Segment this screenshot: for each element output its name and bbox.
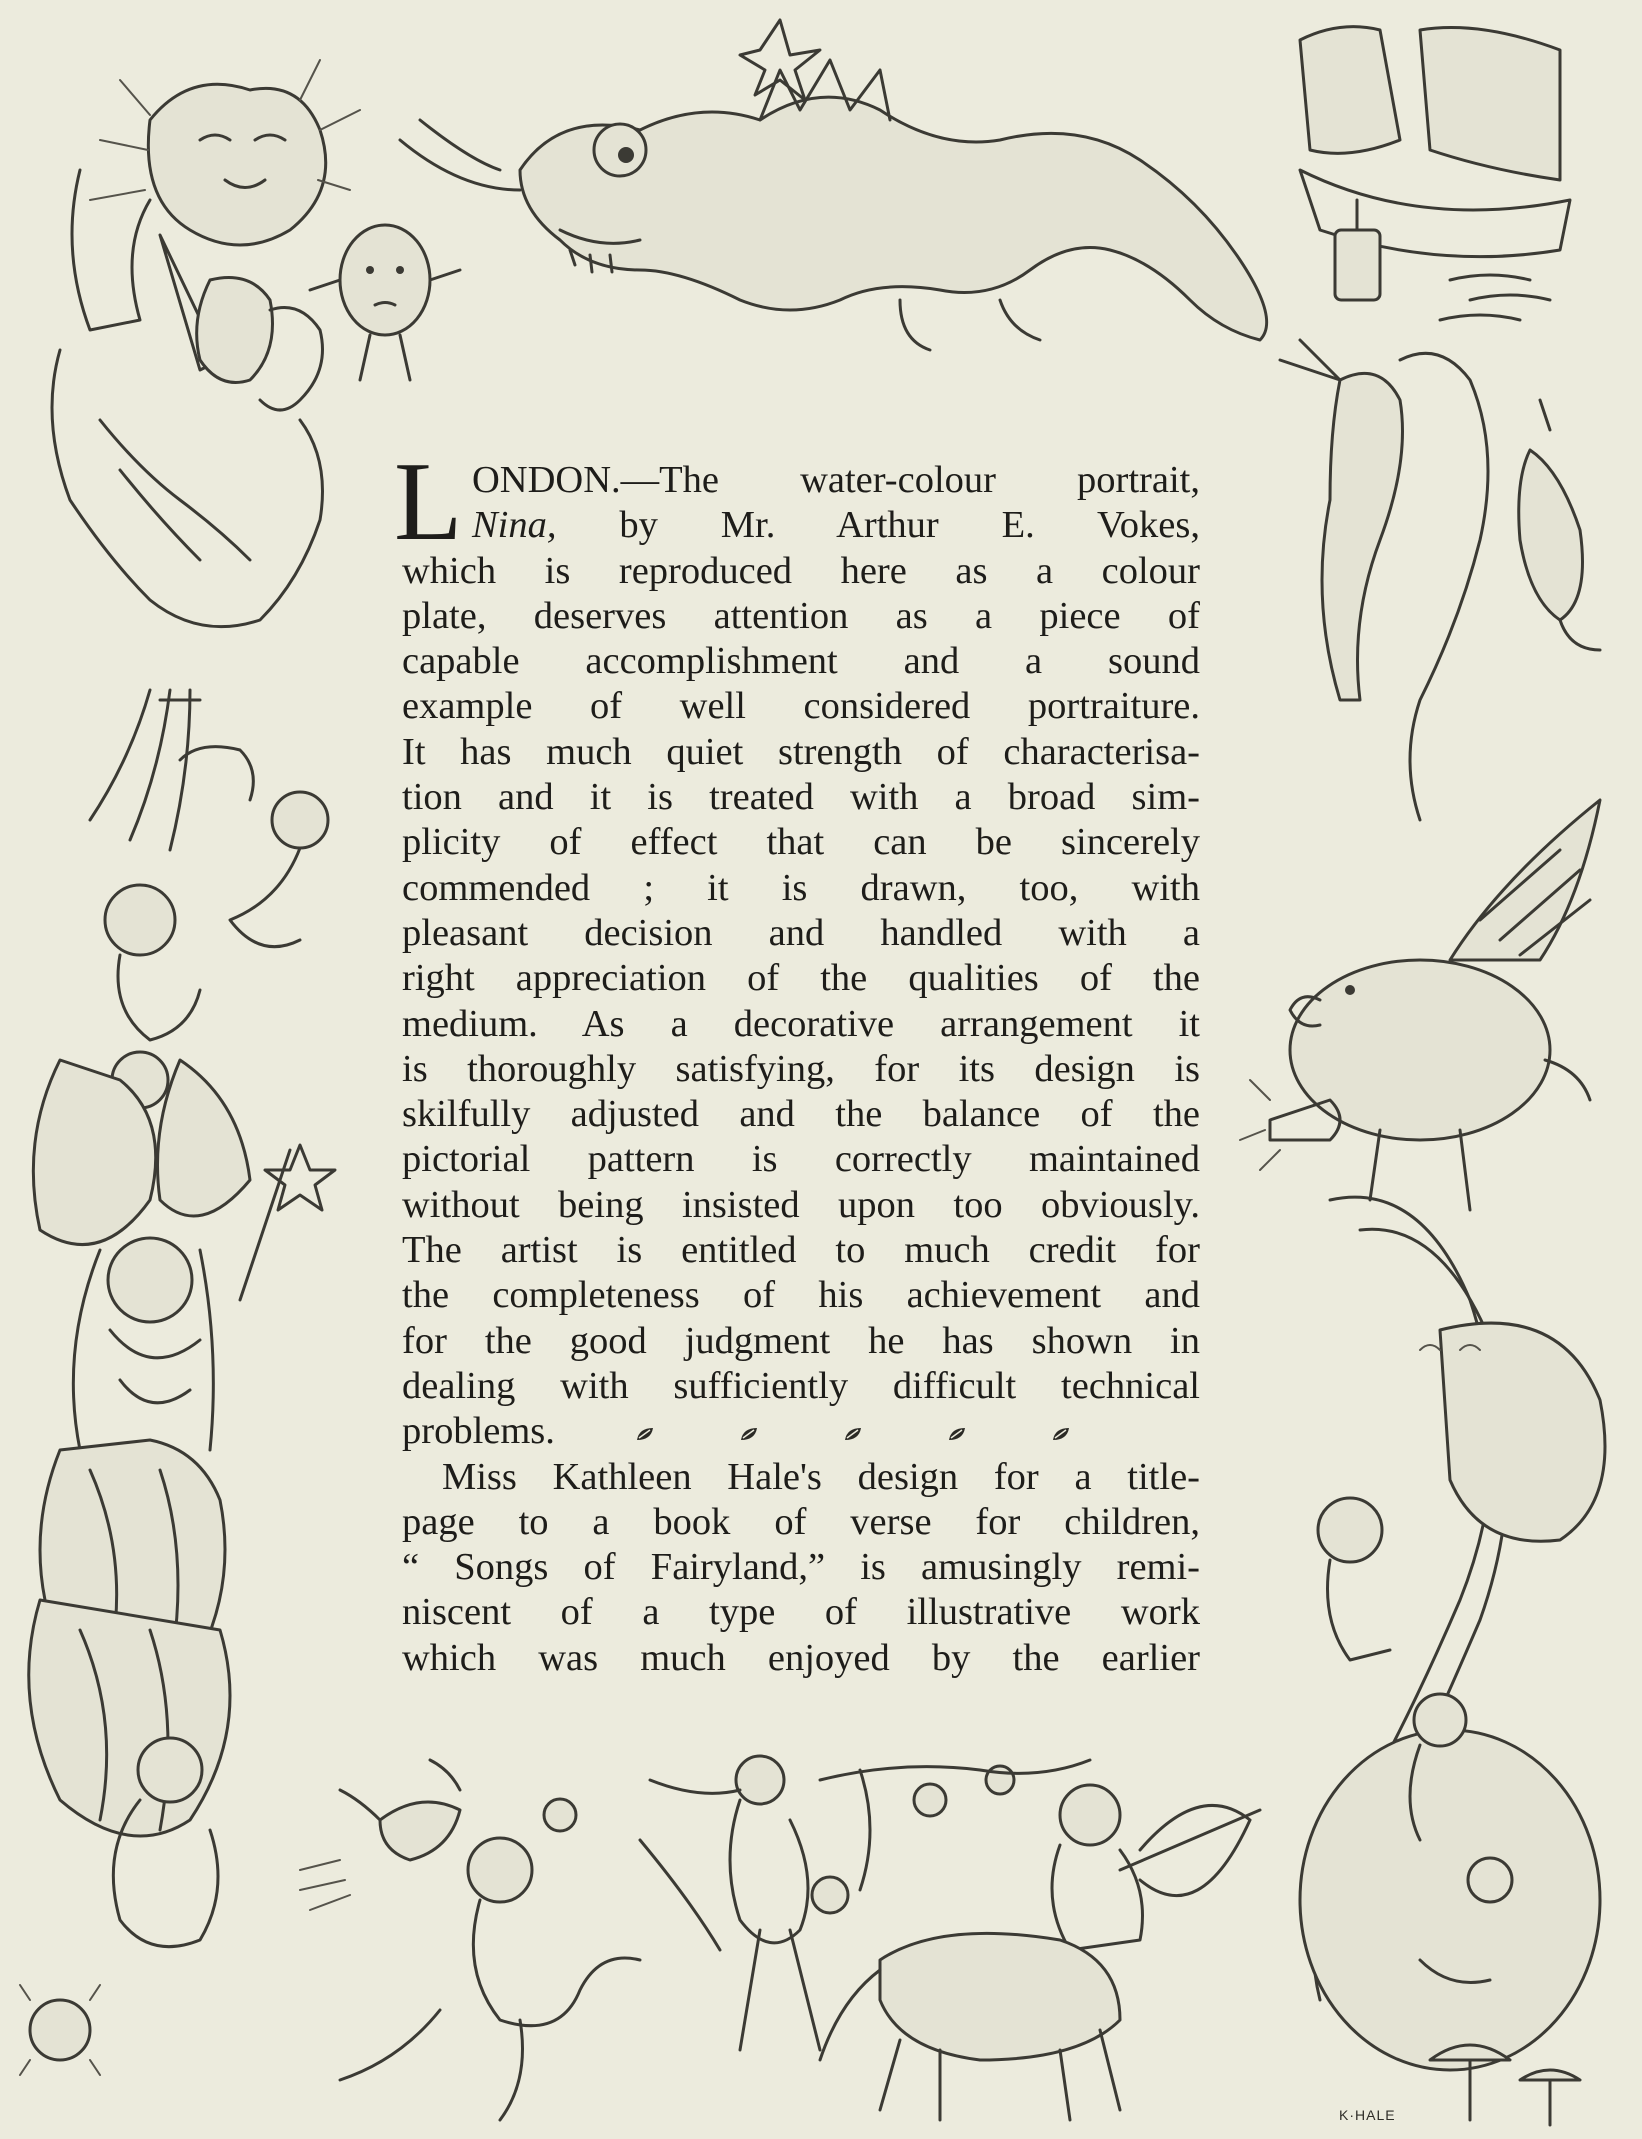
gnome-with-beard-illustration <box>1280 340 1488 820</box>
text-line: dealing with sufficiently difficult technical <box>402 1364 1200 1407</box>
text-line <box>402 503 1200 548</box>
text-line: without being insisted upon too obviously. <box>402 1183 1200 1226</box>
leaf-ornament-icon <box>739 1426 759 1442</box>
text-line: pleasant decision and handled with a <box>402 911 1200 954</box>
text-line: medium. As a decorative arrangement it <box>402 1002 1200 1045</box>
leaf-ornament-icon <box>843 1426 863 1442</box>
text-line: page to a book of verse for children, <box>402 1500 1200 1543</box>
text-line: The artist is entitled to much credit for <box>402 1229 1200 1272</box>
text-line: skilfully adjusted and the balance of the <box>402 1093 1200 1136</box>
text-line: Miss Kathleen Hale's design for a title- <box>442 1455 1200 1498</box>
egg-character-illustration <box>310 225 460 380</box>
leaf-ornament-icon <box>947 1426 967 1442</box>
flying-pig-illustration <box>1240 800 1600 1210</box>
moon-face-illustration <box>1300 1197 1605 2070</box>
leaf-ornaments <box>635 1426 1071 1442</box>
text-line: plicity of effect that can be sincerely <box>402 821 1200 864</box>
drop-cap: L <box>394 440 463 564</box>
text-line: tion and it is treated with a broad sim- <box>402 776 1200 819</box>
satyr-illustration <box>340 1838 640 2120</box>
article-text <box>394 440 1200 1681</box>
text-line: commended ; it is drawn, too, with <box>402 866 1200 909</box>
line-text: problems. <box>402 1410 555 1453</box>
text-line: pictorial pattern is correctly maintained <box>402 1138 1200 1181</box>
text-line: niscent of a type of illustrative work <box>402 1591 1200 1634</box>
text-line: right appreciation of the qualities of the <box>402 957 1200 1000</box>
mushrooms-illustration <box>1430 2045 1580 2125</box>
line-text: by Mr. Arthur E. Vokes, <box>556 504 1200 547</box>
portrait-title-italic: Nina, <box>472 504 557 547</box>
text-line: example of well considered portraiture. <box>402 685 1200 728</box>
witch-with-cat-illustration <box>52 235 323 850</box>
bird-illustration <box>300 1760 460 1910</box>
cherubs-illustration <box>105 747 328 1108</box>
apple-tree-illustration <box>544 1760 1090 1913</box>
dragon-illustration <box>400 20 1267 350</box>
text-line <box>402 1409 1200 1454</box>
text-line: which was much enjoyed by the earlier <box>402 1636 1200 1679</box>
text-line: which is reproduced here as a colour <box>402 549 1200 592</box>
text-line: the completeness of his achievement and <box>402 1274 1200 1317</box>
artist-signature: K·HALE <box>1339 2107 1396 2123</box>
fairy-with-wand-illustration <box>29 1060 335 1836</box>
text-line: It has much quiet strength of characterisa- <box>402 730 1200 773</box>
mouse-illustration <box>1519 400 1600 650</box>
text-line: plate, deserves attention as a piece of <box>402 594 1200 637</box>
leaf-ornament-icon <box>1051 1426 1071 1442</box>
text-line: is thoroughly satisfying, for its design is <box>402 1047 1200 1090</box>
line-text: ONDON.—The water-colour portrait, <box>472 459 1200 501</box>
leaf-ornament-icon <box>635 1426 655 1442</box>
dancing-figure-illustration <box>640 1756 820 2050</box>
text-line: for the good judgment he has shown in <box>402 1319 1200 1362</box>
sailing-ship-illustration <box>1300 27 1570 320</box>
centaur-archer-illustration <box>820 1785 1260 2120</box>
text-line: “ Songs of Fairyland,” is amusingly remi- <box>402 1546 1200 1589</box>
text-line: capable accomplishment and a sound <box>402 640 1200 683</box>
